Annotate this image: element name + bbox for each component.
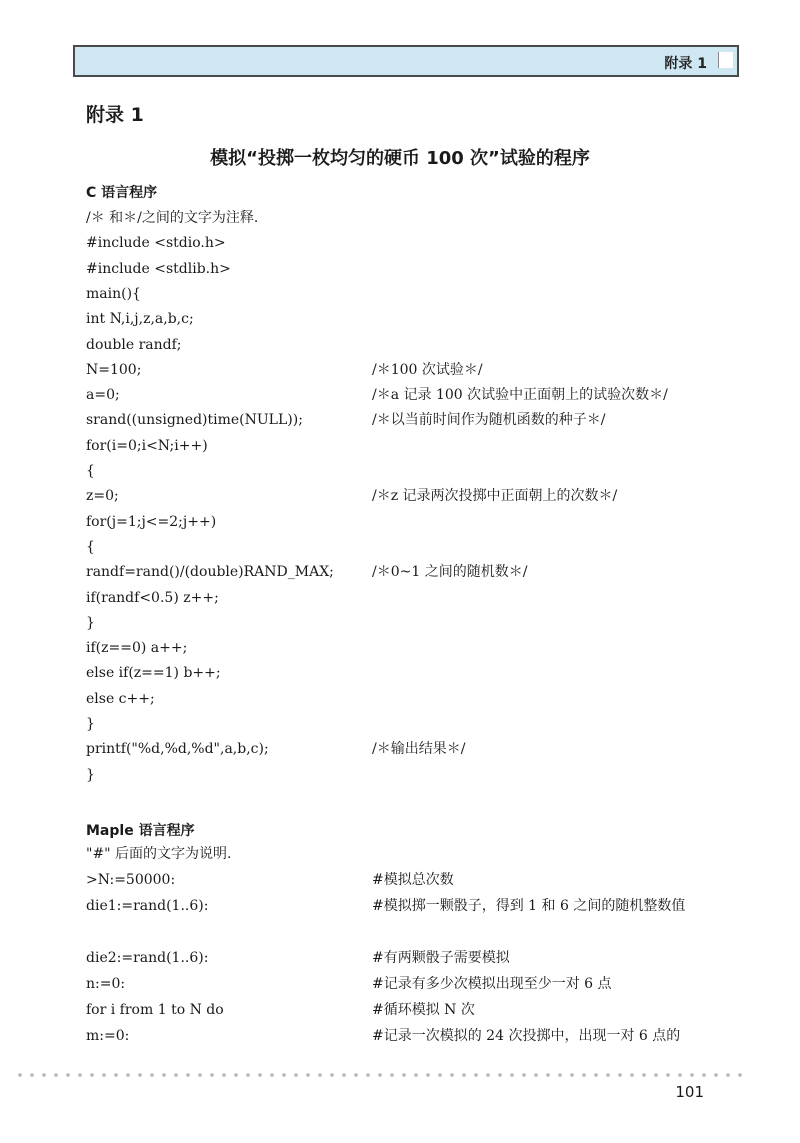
c-comment-text: /＊输出结果＊/ — [372, 741, 466, 758]
c-code-text: else if(z==1) b++; — [86, 665, 221, 682]
c-code-text: N=100; — [86, 361, 142, 378]
c-code-text: double randf; — [86, 336, 182, 353]
maple-code-text: "#" 后面的文字为说明. — [86, 846, 232, 862]
header-corner-box — [718, 52, 733, 68]
c-line — [86, 560, 746, 585]
c-comment-text: /＊以当前时间作为随机函数的种子＊/ — [372, 412, 606, 429]
maple-line — [86, 868, 746, 893]
c-line — [86, 231, 746, 256]
c-line — [86, 510, 746, 535]
c-line — [86, 737, 746, 762]
c-code-text: z=0; — [86, 488, 119, 505]
c-code-text: printf("%d,%d,%d",a,b,c); — [86, 741, 269, 758]
c-line — [86, 712, 746, 737]
maple-comment-text: #循环模拟 N 次 — [372, 1002, 475, 1018]
c-code-text: srand((unsigned)time(NULL)); — [86, 412, 303, 429]
maple-comment-text: #模拟总次数 — [372, 872, 454, 888]
page-number: 101 — [675, 1083, 704, 1101]
c-line — [86, 408, 746, 433]
maple-line — [86, 972, 746, 997]
c-line — [86, 586, 746, 611]
c-code-text: } — [86, 716, 95, 732]
maple-code-text: die1:=rand(1..6): — [86, 898, 209, 914]
maple-code-text: die2:=rand(1..6): — [86, 950, 209, 966]
c-line — [86, 687, 746, 712]
maple-comment-text: #有两颗骰子需要模拟 — [372, 950, 510, 966]
c-code-text: else c++; — [86, 690, 155, 707]
maple-code-text: m:=0: — [86, 1028, 130, 1044]
c-line — [86, 307, 746, 332]
c-code-text: int N,i,j,z,a,b,c; — [86, 311, 194, 328]
c-code-text: { — [86, 538, 95, 555]
c-line — [86, 535, 746, 560]
c-line — [86, 661, 746, 686]
maple-line — [86, 894, 746, 944]
c-line — [86, 459, 746, 484]
appendix-title: 附录 1 — [86, 104, 144, 126]
c-code-text: { — [86, 463, 95, 479]
maple-line — [86, 842, 746, 867]
running-header-bar — [73, 45, 739, 77]
c-code-text: for(j=1;j<=2;j++) — [86, 513, 217, 530]
c-comment-text: /＊z 记录两次投掷中正面朝上的次数＊/ — [372, 488, 618, 505]
c-line — [86, 763, 746, 788]
c-code-text: if(z==0) a++; — [86, 640, 188, 657]
maple-code-text: >N:=50000: — [86, 872, 176, 888]
c-code-text: if(randf<0.5) z++; — [86, 589, 219, 606]
c-line — [86, 434, 746, 459]
c-code-text: a=0; — [86, 387, 120, 404]
maple-comment-text: #记录有多少次模拟出现至少一对 6 点 — [372, 976, 612, 992]
maple-line — [86, 946, 746, 971]
maple-code-text: n:=0: — [86, 976, 126, 992]
maple-comment-text: #模拟掷一颗骰子，得到 1 和 6 之间的随机整数值 — [372, 898, 686, 914]
maple-line — [86, 1024, 746, 1049]
maple-code-text: for i from 1 to N do — [86, 1002, 224, 1018]
maple-section-heading: Maple 语言程序 — [86, 823, 195, 839]
c-line — [86, 282, 746, 307]
c-code-text: #include <stdlib.h> — [86, 260, 231, 277]
running-header-label: 附录 1 — [664, 56, 707, 72]
c-line — [86, 383, 746, 408]
c-code-text: main(){ — [86, 285, 141, 302]
c-code-text: #include <stdio.h> — [86, 235, 226, 252]
c-code-text: /＊ 和＊/之间的文字为注释. — [86, 210, 259, 226]
c-code-text: } — [86, 766, 95, 783]
c-section-heading: C 语言程序 — [86, 185, 158, 201]
footer-dotted-rule — [14, 1072, 744, 1078]
page-heading: 模拟“投掷一枚均匀的硬币 100 次”试验的程序 — [210, 148, 590, 169]
c-line — [86, 206, 746, 231]
c-line — [86, 257, 746, 282]
c-comment-text: /＊100 次试验＊/ — [372, 361, 483, 378]
c-code-text: for(i=0;i<N;i++) — [86, 437, 208, 454]
c-code-text: randf=rand()/(double)RAND_MAX; — [86, 564, 334, 581]
c-line — [86, 484, 746, 509]
c-comment-text: /＊a 记录 100 次试验中正面朝上的试验次数＊/ — [372, 387, 668, 404]
c-line — [86, 333, 746, 358]
maple-comment-text: #记录一次模拟的 24 次投掷中，出现一对 6 点的 — [372, 1028, 681, 1044]
c-comment-text: /＊0~1 之间的随机数＊/ — [372, 564, 528, 581]
c-line — [86, 611, 746, 636]
maple-line — [86, 998, 746, 1023]
c-code-text: } — [86, 614, 95, 631]
c-line — [86, 358, 746, 383]
c-line — [86, 636, 746, 661]
